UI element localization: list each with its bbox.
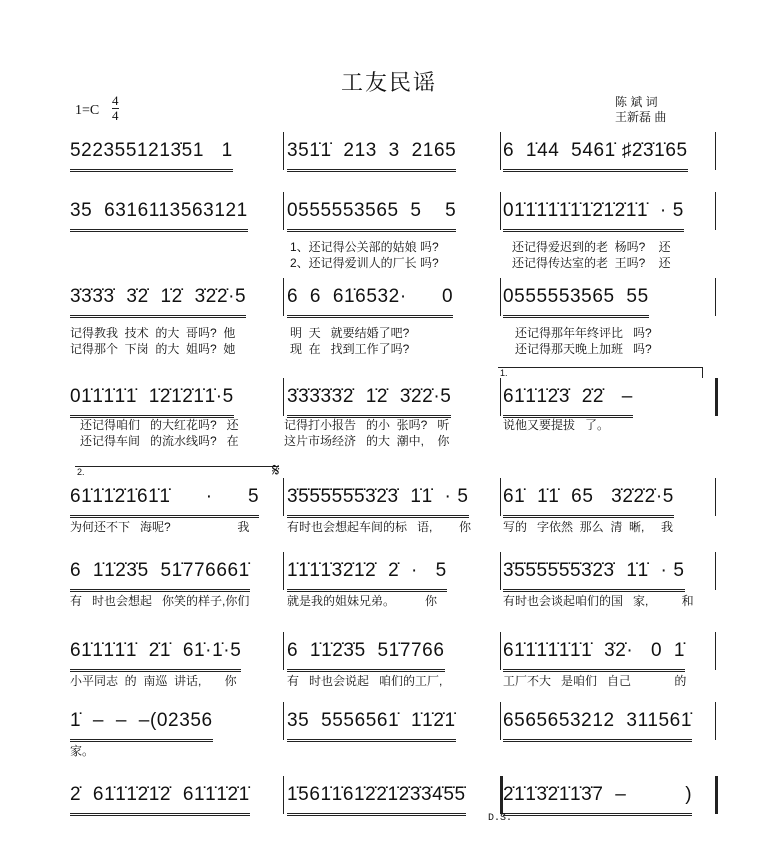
measure: 61̇1̇1̇2̇1̇61̇1̇ · 5 <box>70 484 259 518</box>
barline <box>283 378 284 416</box>
barline <box>715 378 718 416</box>
lyric-line: 2、还记得爱训人的厂长 吗? <box>290 256 439 270</box>
lyric-line: 还记得爱迟到的老 杨吗? 还 <box>512 240 671 254</box>
barline <box>283 632 284 670</box>
lyric-line: 说他又要提拔 了。 <box>503 418 610 432</box>
barline <box>283 478 284 516</box>
lyric-line: 还记得车间 的流水线吗? 在 <box>80 434 239 448</box>
measure: 3̇3̇3̇3̇ 3̇2̇ 1̇2̇ 3̇2̇2̇·5 <box>70 284 246 318</box>
barline <box>715 132 716 170</box>
measure: 6 1̇1̇2̇3̇5 51̇776661̇ <box>70 558 250 592</box>
barline <box>283 132 284 170</box>
lyric-line: 明 天 就要结婚了吧? <box>290 326 410 340</box>
measure: 6 1̇1̇2̇3̇5 51̇7766 <box>287 638 445 672</box>
segno-icon: 𝄋 <box>272 460 280 480</box>
lyric-line: 现 在 找到工作了吗? <box>290 342 410 356</box>
staff-row <box>0 558 778 608</box>
lyric-line: 还记得传达室的老 王吗? 还 <box>512 256 671 270</box>
ds-marking: D.S. <box>488 813 513 824</box>
measure: 01̇1̇1̇1̇1̇ 1̇2̇1̇2̇1̇1̇·5 <box>70 384 234 418</box>
barline <box>715 632 716 670</box>
lyric-line: 小平同志 的 南巡 讲话, 你 <box>70 674 237 688</box>
measure: 3̇3̇3̇3̇3̇2̇ 1̇2̇ 3̇2̇2̇·5 <box>287 384 451 418</box>
staff-row <box>0 638 778 688</box>
barline <box>500 132 501 170</box>
measure: 2̇1̇1̇3̇2̇1̇1̇3̇7 – ) <box>503 782 692 816</box>
measure: 1̇ – – –(02356 <box>70 708 213 742</box>
barline <box>283 776 284 814</box>
barline <box>500 632 501 670</box>
barline <box>500 192 501 230</box>
measure: 0555553565 55 <box>503 284 649 318</box>
barline <box>283 192 284 230</box>
lyric-line: 有时也会想起车间的标 语, 你 <box>287 520 472 534</box>
barline <box>500 278 501 316</box>
lyric-line: 就是我的姐妹兄弟。 你 <box>287 594 438 608</box>
lyric-line: 记得教我 技术 的大 哥吗? 他 <box>70 326 236 340</box>
lyric-line: 记得那个 下岗 的大 姐吗? 她 <box>70 342 236 356</box>
barline <box>715 478 716 516</box>
barline <box>715 702 716 740</box>
measure: 61̇1̇1̇1̇1̇ 2̇1̇ 61̇·1̇·5 <box>70 638 241 672</box>
lyric-line: 为何还不下 海呢? 我 <box>70 520 250 534</box>
barline <box>715 192 716 230</box>
measure: 61̇ 1̇1̇ 65 3̇2̇2̇2̇·5 <box>503 484 674 518</box>
lyric-line: 这片市场经济 的大 潮中, 你 <box>284 434 450 448</box>
measure: 1̇1̇1̇1̇3̇2̇1̇2̇ 2̇ · 5 <box>287 558 447 592</box>
lyric-line: 有 时也会说起 咱们的工厂, <box>287 674 443 688</box>
measure: 3̇5̇5̇5̇5̇5̇5̇3̇2̇3̇ 1̇1̇ · 5 <box>287 484 469 518</box>
lyric-line: 有 时也会想起 你笑的样子,你们 <box>70 594 250 608</box>
barline <box>715 552 716 590</box>
measure: 3̇5̇5̇5̇5̇5̇5̇3̇2̇3̇ 1̇1̇ · 5 <box>503 558 685 592</box>
lyric-line: 家。 <box>70 744 95 758</box>
barline <box>500 776 503 814</box>
measure: 6565653212 311561̇ <box>503 708 692 742</box>
lyric-line: 工厂不大 是咱们 自己 的 <box>503 674 687 688</box>
lyric-line: 有时也会谈起咱们的国 家, 和 <box>503 594 694 608</box>
lyric-line: 1、还记得公关部的姑娘 吗? <box>290 240 439 254</box>
staff-row <box>0 284 778 356</box>
measure: 5223551213̇51 1 <box>70 138 233 172</box>
measure: 2̇ 61̇1̇1̇2̇1̇2̇ 61̇1̇1̇2̇1̇ <box>70 782 250 816</box>
barline <box>500 552 501 590</box>
composer-credit: 王新磊 曲 <box>615 110 667 124</box>
lyric-line: 还记得那年年终评比 吗? <box>515 326 652 340</box>
barline <box>500 378 501 416</box>
measure: 351̇1̇ 213 3 2165 <box>287 138 456 172</box>
volta-2: 2. <box>75 466 279 477</box>
lyric-line: 记得打小报告 的小 张吗? 听 <box>284 418 450 432</box>
barline <box>500 478 501 516</box>
staff-row <box>0 484 778 534</box>
measure: 35 5556561̇ 1̇1̇2̇1̇ <box>287 708 456 742</box>
staff-row <box>0 708 778 758</box>
barline <box>283 702 284 740</box>
measure: 6 6 61̇6532· 0 <box>287 284 453 318</box>
time-sig-bottom: 4 <box>112 108 119 123</box>
staff-row <box>0 782 778 822</box>
lyricist-credit: 陈 斌 词 <box>615 95 658 109</box>
barline <box>283 552 284 590</box>
lyric-line: 写的 字依然 那么 清 晰, 我 <box>503 520 674 534</box>
barline <box>500 702 501 740</box>
measure: 61̇1̇1̇1̇1̇1̇1̇ 3̇2̇· 0 1̇ <box>503 638 685 672</box>
measure: 01̇1̇1̇1̇1̇1̇1̇2̇1̇2̇1̇1̇ · 5 <box>503 198 684 232</box>
staff-row <box>0 138 778 178</box>
barline <box>715 278 716 316</box>
measure: 35 6316113563121 <box>70 198 248 232</box>
barline <box>283 278 284 316</box>
barline <box>715 776 718 814</box>
time-signature <box>112 94 119 123</box>
key-signature: 1=C <box>75 103 100 118</box>
measure: 0555553565 5 5 <box>287 198 456 232</box>
measure: 6 1̇44 5461̇ ♯2̇3̇1̇65 <box>503 138 688 172</box>
time-sig-top: 4 <box>112 93 119 108</box>
measure: 1̇561̇1̇61̇2̇2̇1̇2̇3̇3̇4̇5̇5̇ <box>287 782 466 816</box>
staff-row <box>0 384 778 448</box>
measure: 61̇1̇1̇2̇3̇ 2̇2̇ – <box>503 384 633 418</box>
volta-1: 1. <box>498 367 703 378</box>
song-title: 工友民谣 <box>340 71 437 96</box>
lyric-line: 还记得咱们 的大红花吗? 还 <box>80 418 239 432</box>
staff-row <box>0 198 778 270</box>
lyric-line: 还记得那天晚上加班 吗? <box>515 342 652 356</box>
